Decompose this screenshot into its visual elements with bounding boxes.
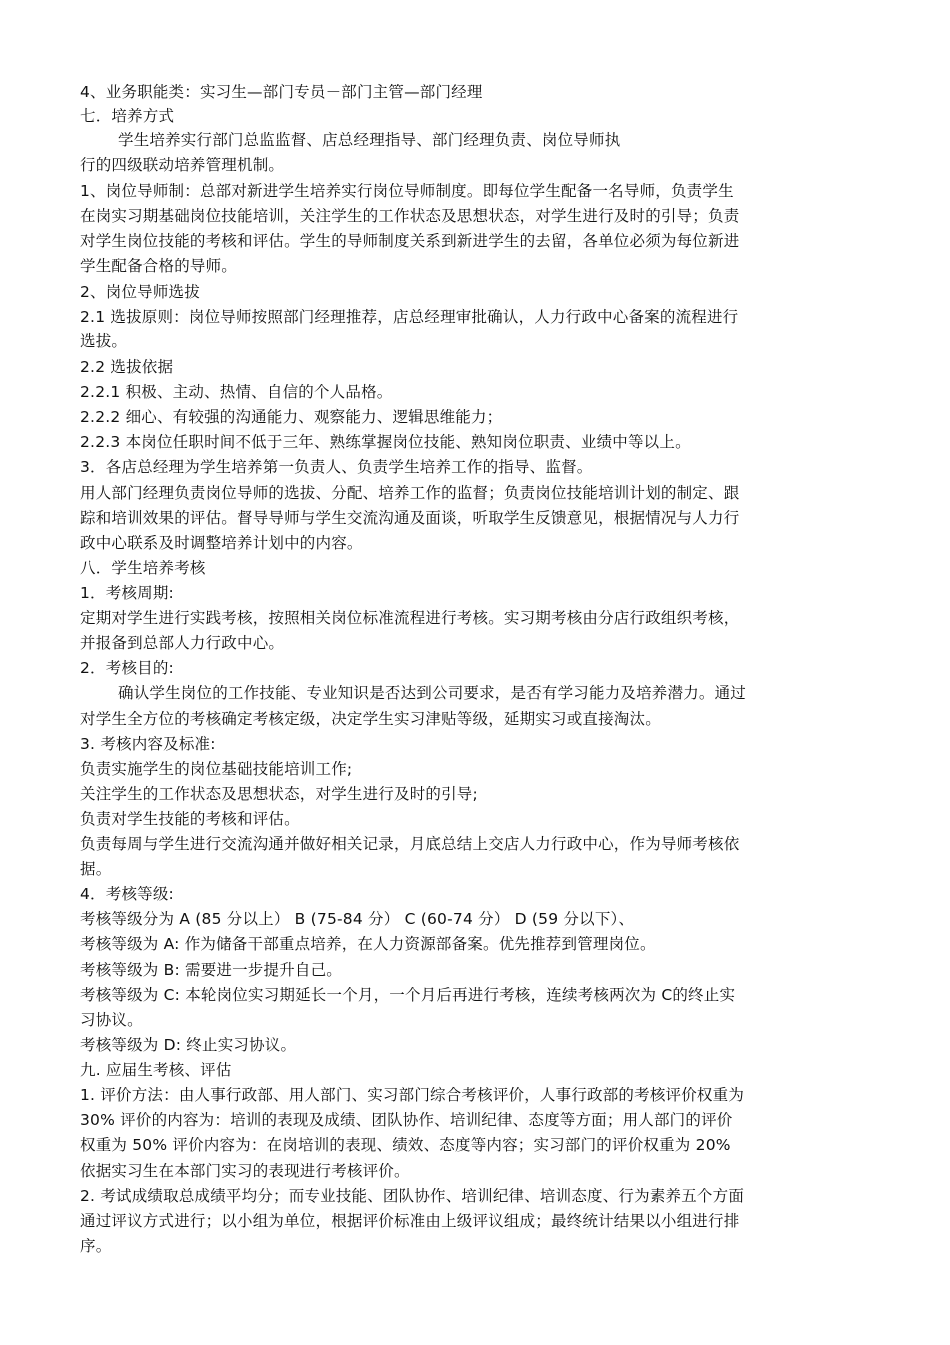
text-line: 关注学生的工作状态及思想状态，对学生进行及时的引导;	[80, 785, 478, 803]
text-line: 并报备到总部人力行政中心。	[80, 634, 285, 652]
text-line: 2、岗位导师选拔	[80, 283, 200, 301]
text-line: 负责对学生技能的考核和评估。	[80, 810, 300, 828]
text-line: 定期对学生进行实践考核，按照相关岗位标准流程进行考核。实习期考核由分店行政组织考核，	[80, 609, 740, 627]
text-line: 2.2.1 积极、主动、热情、自信的个人品格。	[80, 383, 393, 401]
text-line: 2.2.2 细心、有较强的沟通能力、观察能力、逻辑思维能力；	[80, 408, 503, 426]
text-line: 用人部门经理负责岗位导师的选拔、分配、培养工作的监督；负责岗位技能培训计划的制定、跟	[80, 484, 740, 502]
text-line: 通过评议方式进行；以小组为单位，根据评价标准由上级评议组成；最终统计结果以小组进行排	[80, 1212, 740, 1230]
text-line: 4、业务职能类：实习生—部门专员－部门主管—部门经理	[80, 83, 483, 101]
text-line: 2. 考试成绩取总成绩平均分；而专业技能、团队协作、培训纪律、培训态度、行为素养五个方面	[80, 1187, 745, 1205]
text-line: 在岗实习期基础岗位技能培训，关注学生的工作状态及思想状态，对学生进行及时的引导；负责	[80, 207, 740, 225]
text-line: 依据实习生在本部门实习的表现进行考核评价。	[80, 1162, 410, 1180]
text-line: 30% 评价的内容为：培训的表现及成绩、团队协作、培训纪律、态度等方面；用人部门的评价	[80, 1111, 733, 1129]
text-line: 对学生全方位的考核确定考核定级，决定学生实习津贴等级，延期实习或直接淘汰。	[80, 710, 661, 728]
text-line: 权重为 50% 评价内容为：在岗培训的表现、绩效、态度等内容；实习部门的评价权重为 20%	[80, 1136, 731, 1154]
text-line: 序。	[80, 1237, 112, 1255]
text-line: 学生培养实行部门总监监督、店总经理指导、部门经理负责、岗位导师执	[118, 131, 621, 149]
text-line: 学生配备合格的导师。	[80, 257, 238, 275]
text-line: 习协议。	[80, 1011, 143, 1029]
text-line: 3. 考核内容及标准:	[80, 735, 216, 753]
text-line: 选拔。	[80, 332, 128, 350]
text-line: 2.2.3 本岗位任职时间不低于三年、熟练掌握岗位技能、熟知岗位职责、业绩中等以上。	[80, 433, 691, 451]
text-line: 考核等级为 C: 本轮岗位实习期延长一个月，一个月后再进行考核，连续考核两次为 C的终止实	[80, 986, 736, 1004]
text-line: 负责实施学生的岗位基础技能培训工作;	[80, 760, 353, 778]
text-line: 2.1 选拔原则：岗位导师按照部门经理推荐，店总经理审批确认，人力行政中心备案的流程进行	[80, 308, 739, 326]
text-line: 据。	[80, 860, 112, 878]
text-line: 2．考核目的:	[80, 659, 174, 677]
text-line: 3．各店总经理为学生培养第一负责人、负责学生培养工作的指导、监督。	[80, 458, 593, 476]
text-line: 负责每周与学生进行交流沟通并做好相关记录，月底总结上交店人力行政中心，作为导师考核依	[80, 835, 740, 853]
text-line: 考核等级为 A: 作为储备干部重点培养，在人力资源部备案。优先推荐到管理岗位。	[80, 935, 656, 953]
text-line: 考核等级分为 A (85 分以上） B (75-84 分） C (60-74 分） D (59 分以下）、	[80, 910, 635, 928]
section-heading: 七．培养方式	[80, 107, 175, 125]
text-line: 行的四级联动培养管理机制。	[80, 156, 285, 174]
text-line: 4．考核等级:	[80, 885, 174, 903]
text-line: 2.2 选拔依据	[80, 358, 174, 376]
section-heading: 九. 应届生考核、评估	[80, 1061, 232, 1079]
text-line: 考核等级为 D: 终止实习协议。	[80, 1036, 297, 1054]
text-line: 1. 评价方法：由人事行政部、用人部门、实习部门综合考核评价，人事行政部的考核评价权重为	[80, 1086, 745, 1104]
text-line: 1．考核周期:	[80, 584, 174, 602]
text-line: 考核等级为 B: 需要进一步提升自己。	[80, 961, 343, 979]
text-line: 政中心联系及时调整培养计划中的内容。	[80, 534, 363, 552]
text-line: 踪和培训效果的评估。督导导师与学生交流沟通及面谈，听取学生反馈意见，根据情况与人力行	[80, 509, 740, 527]
text-line: 对学生岗位技能的考核和评估。学生的导师制度关系到新进学生的去留，各单位必须为每位新进	[80, 232, 740, 250]
section-heading: 八．学生培养考核	[80, 559, 206, 577]
text-line: 1、岗位导师制：总部对新进学生培养实行岗位导师制度。即每位学生配备一名导师，负责学生	[80, 182, 734, 200]
text-line: 确认学生岗位的工作技能、专业知识是否达到公司要求，是否有学习能力及培养潜力。通过	[118, 684, 747, 702]
